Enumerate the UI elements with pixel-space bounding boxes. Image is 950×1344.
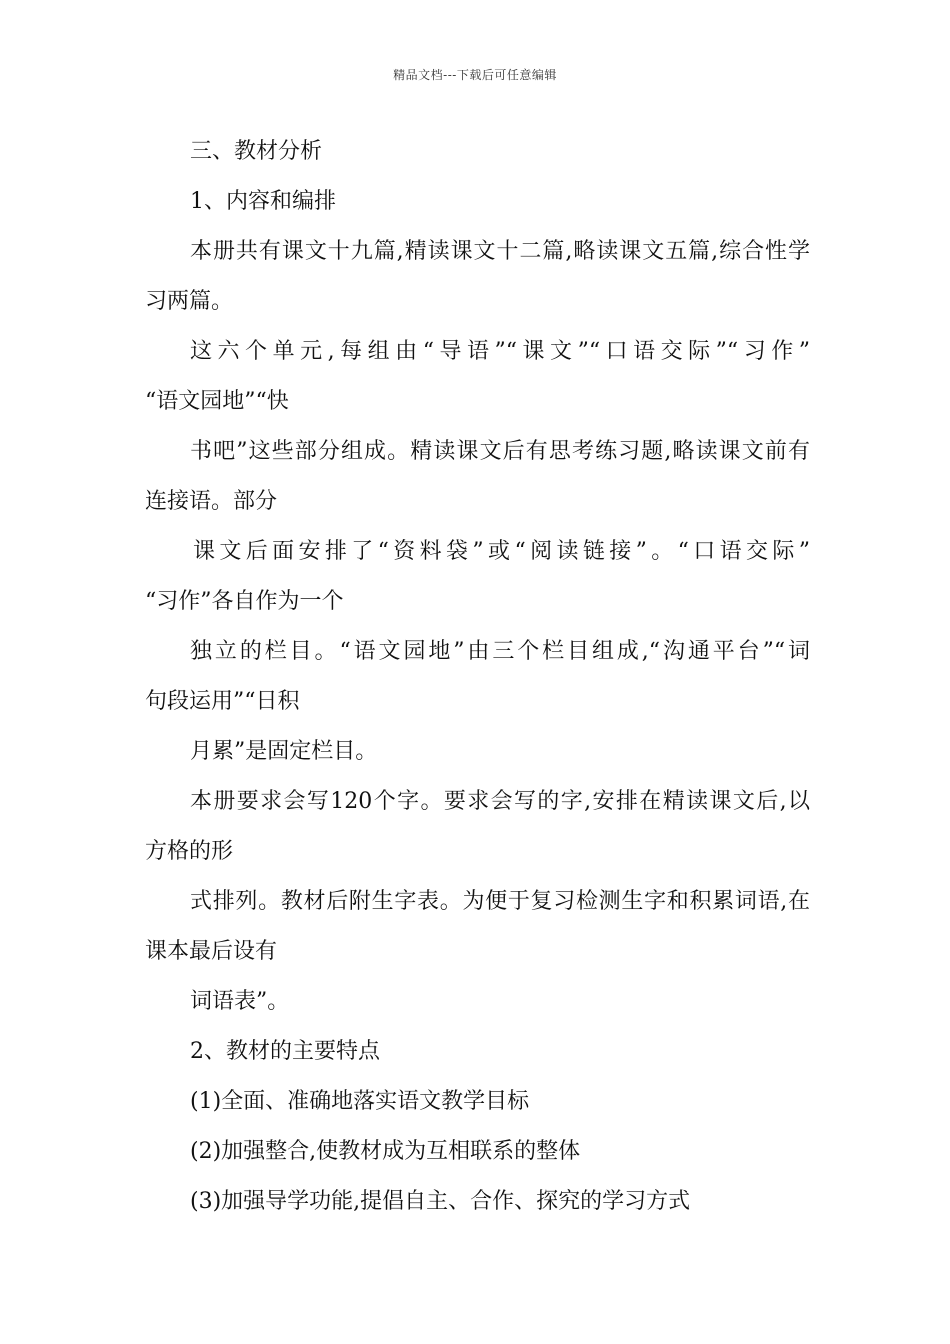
section-heading: 三、教材分析 <box>190 139 323 164</box>
subsection-heading: 1、内容和编排 <box>190 189 336 214</box>
list-item: (2)加强整合,使教材成为互相联系的整体 <box>190 1139 581 1164</box>
list-item: (1)全面、准确地落实语文教学目标 <box>190 1089 530 1114</box>
paragraph-line: 词语表”。 <box>190 989 290 1014</box>
paragraph-line: 式排列。教材后附生字表。为便于复习检测生字和积累词语,在 <box>190 889 810 914</box>
document-body <box>145 130 810 1230</box>
paragraph-line: “语文园地”“快 <box>145 389 289 414</box>
paragraph-line: 本册共有课文十九篇,精读课文十二篇,略读课文五篇,综合性学 <box>190 239 810 264</box>
paragraph-line: 课本最后设有 <box>145 939 278 964</box>
paragraph-line: 习两篇。 <box>145 289 234 314</box>
paragraph-line: 课文后面安排了“资料袋”或“阅读链接”。“口语交际” <box>193 539 810 564</box>
paragraph-line: 独立的栏目。“语文园地”由三个栏目组成,“沟通平台”“词 <box>190 639 810 664</box>
paragraph-line: 连接语。部分 <box>145 489 278 514</box>
list-item: (3)加强导学功能,提倡自主、合作、探究的学习方式 <box>190 1189 691 1214</box>
page-header: 精品文档---下载后可任意编辑 <box>393 68 557 82</box>
paragraph-line: 月累”是固定栏目。 <box>190 739 378 764</box>
paragraph-line: 这六个单元,每组由“导语”“课文”“口语交际”“习作” <box>190 339 810 364</box>
paragraph-line: 方格的形 <box>145 839 234 864</box>
paragraph-line: 书吧”这些部分组成。精读课文后有思考练习题,略读课文前有 <box>190 439 810 464</box>
subsection-heading: 2、教材的主要特点 <box>190 1039 380 1064</box>
paragraph-line: 句段运用”“日积 <box>145 689 300 714</box>
paragraph-line: “习作”各自作为一个 <box>145 589 344 614</box>
paragraph-line: 本册要求会写120个字。要求会写的字,安排在精读课文后,以 <box>190 789 810 814</box>
